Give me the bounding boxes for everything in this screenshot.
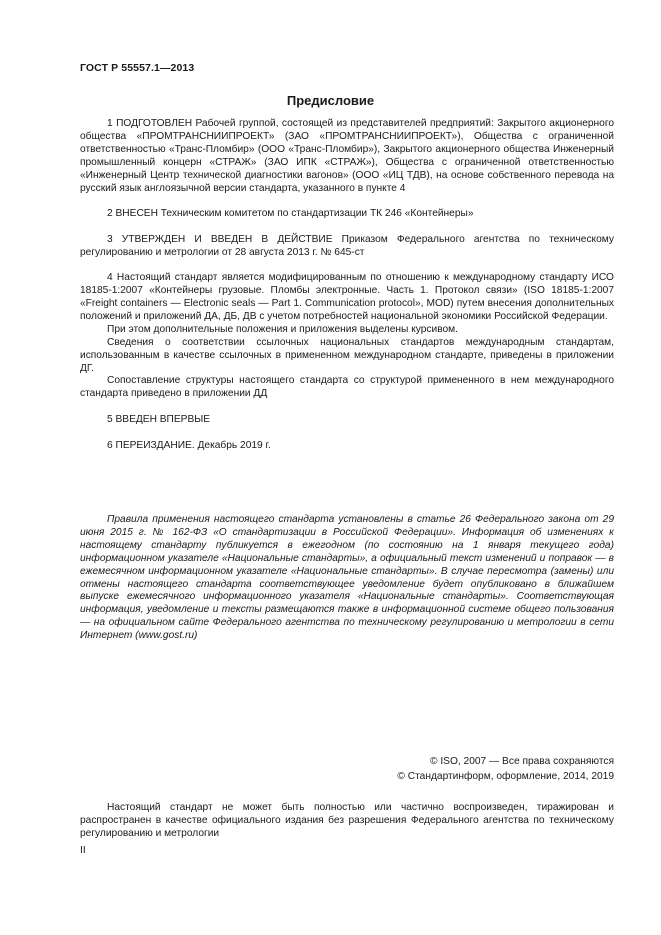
paragraph-modified: 4 Настоящий стандарт является модифицированным по отношению к международному стандарту ИСО 18185-1:2007 «Контейнеры грузовые. Пломбы электронные. Часть 1. Протокол связи» (ISO 18185-1:2007 «Freight containers — Electronic seals — Part 1. Communication protocol», MOD) путем внесения дополнительных положений и приложений ДА, ДБ, ДВ с учетом потребностей национальной экономики Российской Федерации. [80,272,614,322]
copyright-standartinform: © Стандартинформ, оформление, 2014, 2019 [397,770,614,782]
paragraph-approved: 3 УТВЕРЖДЕН И ВВЕДЕН В ДЕЙСТВИЕ Приказом Федерального агентства по техническому регулированию и метрологии от 28 августа 2013 г. № 645-ст [80,233,614,258]
rules-notice-text: Правила применения настоящего стандарта установлены в статье 26 Федерального закона от 29 июня 2015 г. № 162-ФЗ «О стандартизации в Российской Федерации». Информация об изменениях к настоящему стандарту публикуется в ежегодном (по состоянию на 1 января текущего года) информационном указателе «Национальные стандарты», а официальный текст изменений и поправок — в ежемесячном информационном указателе «Национальные стандарты». В случае пересмотра (замены) или отмены настоящего стандарта соответствующее уведомление будет опубликовано в ближайшем выпуске ежемесячного информационного указателя «Национальные стандарты». Соответствующая информация, уведомление и тексты размещаются также в информационной системе общего пользования — на официальном сайте Федерального агентства по техническому регулированию и метрологии в сети Интернет (www.gost.ru) [80,514,614,642]
paragraph-italic-note: При этом дополнительные положения и приложения выделены курсивом. [107,323,458,335]
paragraph-reissue: 6 ПЕРЕИЗДАНИЕ. Декабрь 2019 г. [107,439,271,451]
page-number: II [80,845,86,856]
paragraph-references: Сведения о соответствии ссылочных национальных стандартов международным стандартам, использованным в качестве ссылочных в примененном международном стандарте, приведены в приложении ДГ. [80,336,614,374]
paragraph-prepared: 1 ПОДГОТОВЛЕН Рабочей группой, состоящей из представителей предприятий: Закрытого акционерного общества «ПРОМТРАНСНИИПРОЕКТ» (ЗАО «ПРОМТРАНСНИИПРОЕКТ»), Общества с ограниченной ответственностью «Транс-Пломбир» (ООО «Транс-Пломбир»), Закрытого акционерного общества Инженерный промышленный концерн «СТРАЖ» (ЗАО ИПК «СТРАЖ»), Общества с ограниченной ответственностью «Инженерный Центр технической диагностики вагонов» (ООО «ИЦ ТДВ), на основе собственного перевода на русский язык англоязычной версии стандарта, указанного в пункте 4 [80,118,614,194]
copyright-iso: © ISO, 2007 — Все права сохраняются [430,756,614,767]
reproduction-notice-text: Настоящий стандарт не может быть полностью или частично воспроизведен, тиражирован и распространен в качестве официального издания без разрешения Федерального агентства по техническому регулированию и метрологии [80,802,614,839]
rules-notice-block [80,514,614,643]
paragraph-introduced: 2 ВНЕСЕН Техническим комитетом по стандартизации ТК 246 «Контейнеры» [107,208,474,220]
section-title: Предисловие [286,93,375,108]
document-code-header: ГОСТ Р 55557.1—2013 [80,62,195,74]
foreword-body [80,118,614,452]
paragraph-first-introduced: 5 ВВЕДЕН ВПЕРВЫЕ [107,413,211,425]
paragraph-structure: Сопоставление структуры настоящего стандарта со структурой примененного в нем международного стандарта приведено в приложении ДД [80,375,614,400]
reproduction-notice-block [80,802,614,841]
copyright-block [397,755,614,784]
